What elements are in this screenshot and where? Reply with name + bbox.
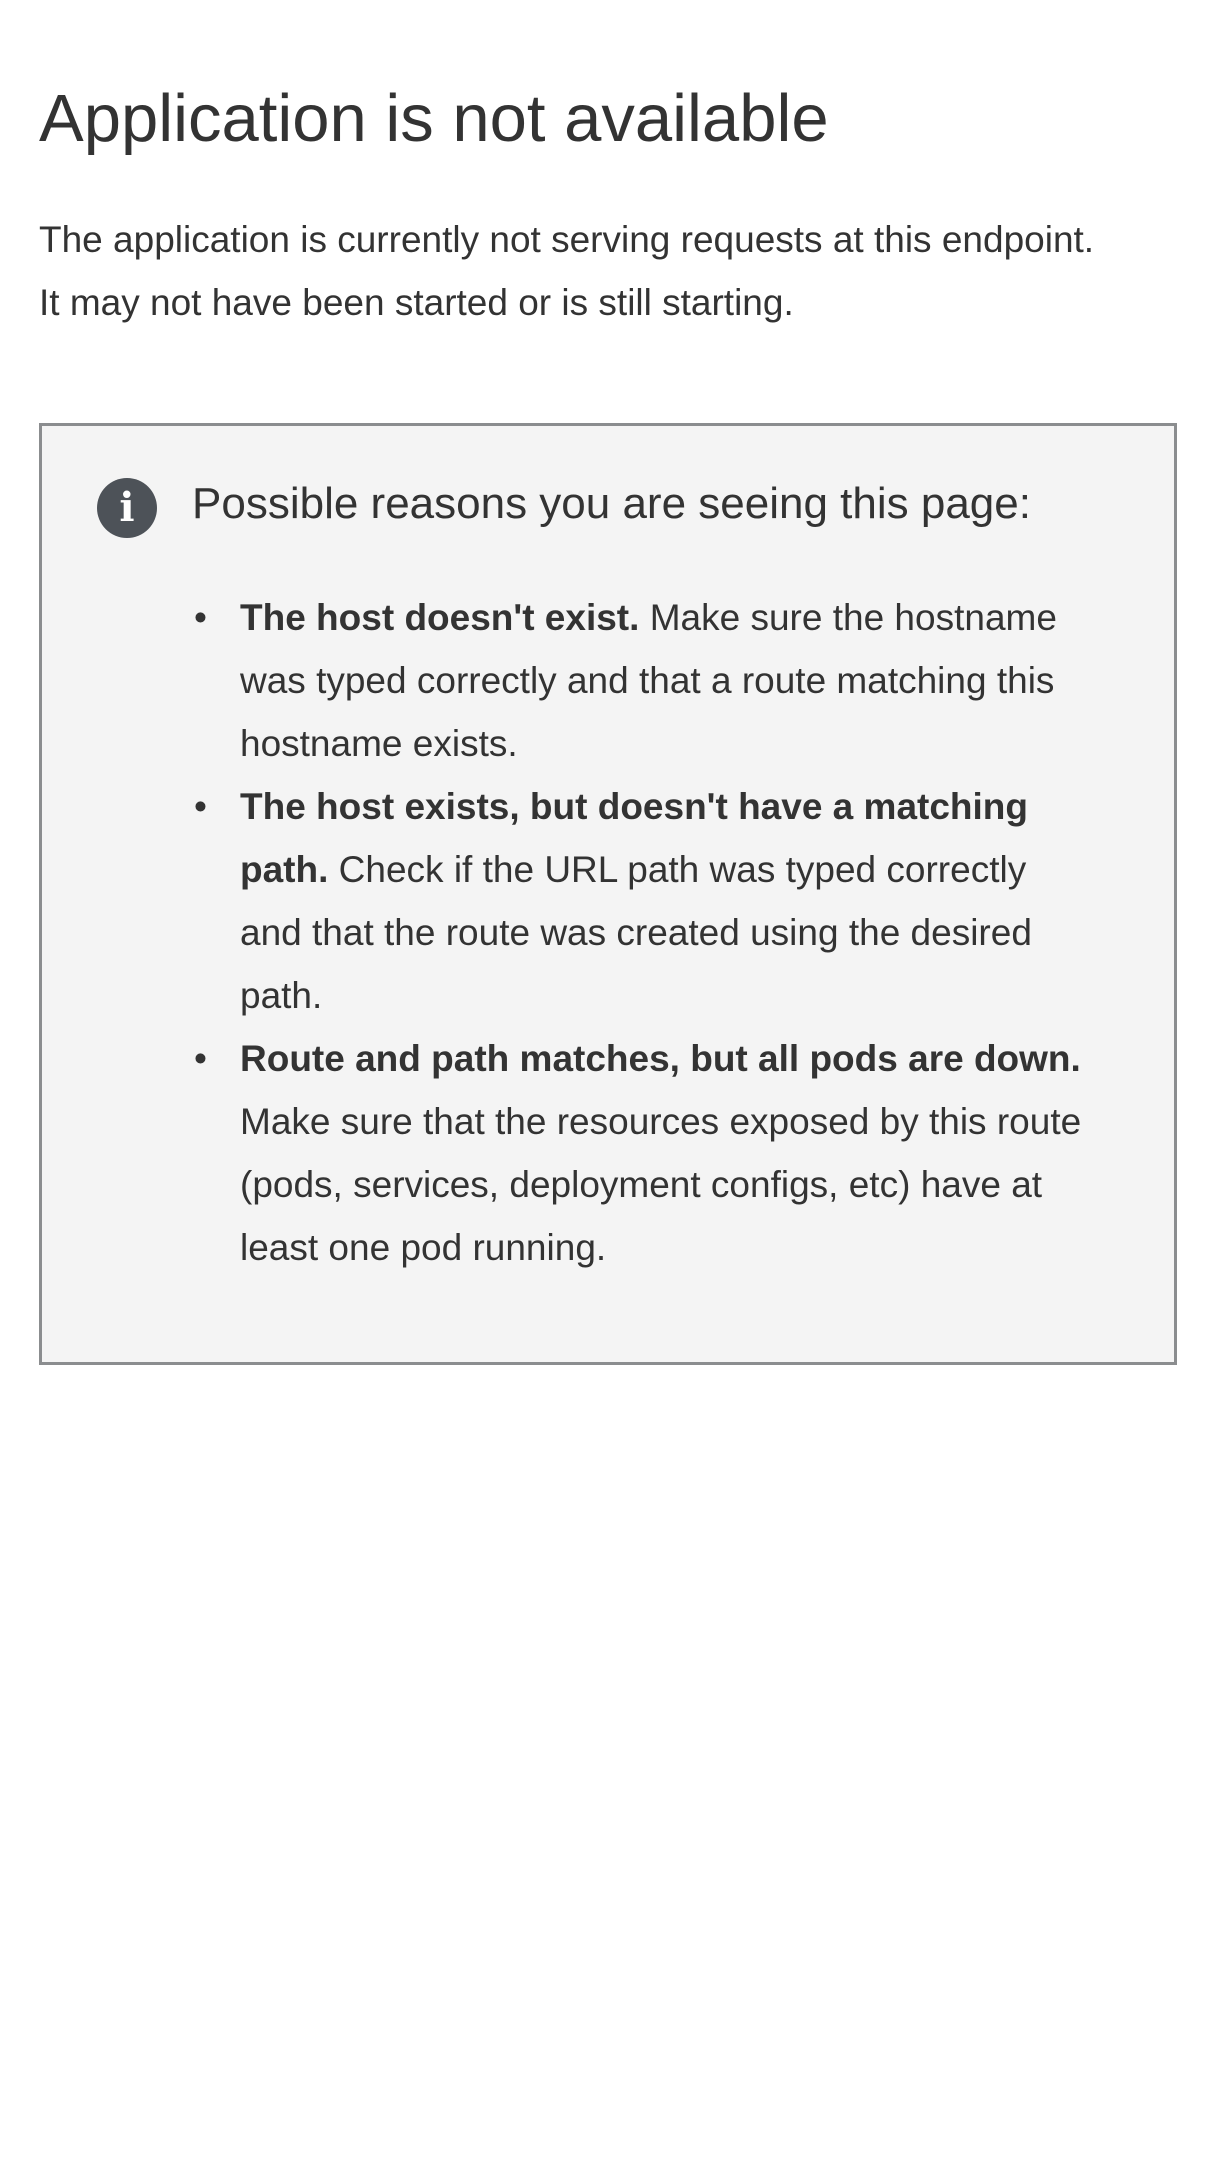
list-item: • The host doesn't exist. Make sure the hostname was typed correctly and that a route matching this hostname exists.: [240, 586, 1190, 775]
reason-heading-part: The host exists, but doesn't have a matching: [240, 786, 1029, 827]
intro-line-1: The application is currently not serving requests at this endpoint.: [39, 219, 1095, 260]
reasons-list: [192, 586, 1190, 1279]
intro-text: [39, 208, 1189, 334]
intro-line-2: It may not have been started or is still starting.: [39, 282, 794, 323]
page-title: Application is not available: [39, 81, 829, 156]
list-item: • Route and path matches, but all pods are down. Make sure that the resources exposed by this route (pods, services, deployment configs, etc) have at least one pod running.: [240, 1027, 1190, 1279]
alert-title: Possible reasons you are seeing this page:: [192, 479, 1031, 528]
reason-text-part: Make sure the hostname: [649, 597, 1057, 638]
list-item: • The host exists, but doesn't have a matching path. Check if the URL path was typed correctly and that the route was created using the desired path.: [240, 775, 1190, 1027]
info-icon: i: [97, 478, 157, 538]
reason-heading: The host doesn't exist.: [240, 597, 640, 638]
reason-heading: Route and path matches, but all pods are down.: [240, 1038, 1081, 1079]
reasons-alert-box: [39, 423, 1177, 1365]
